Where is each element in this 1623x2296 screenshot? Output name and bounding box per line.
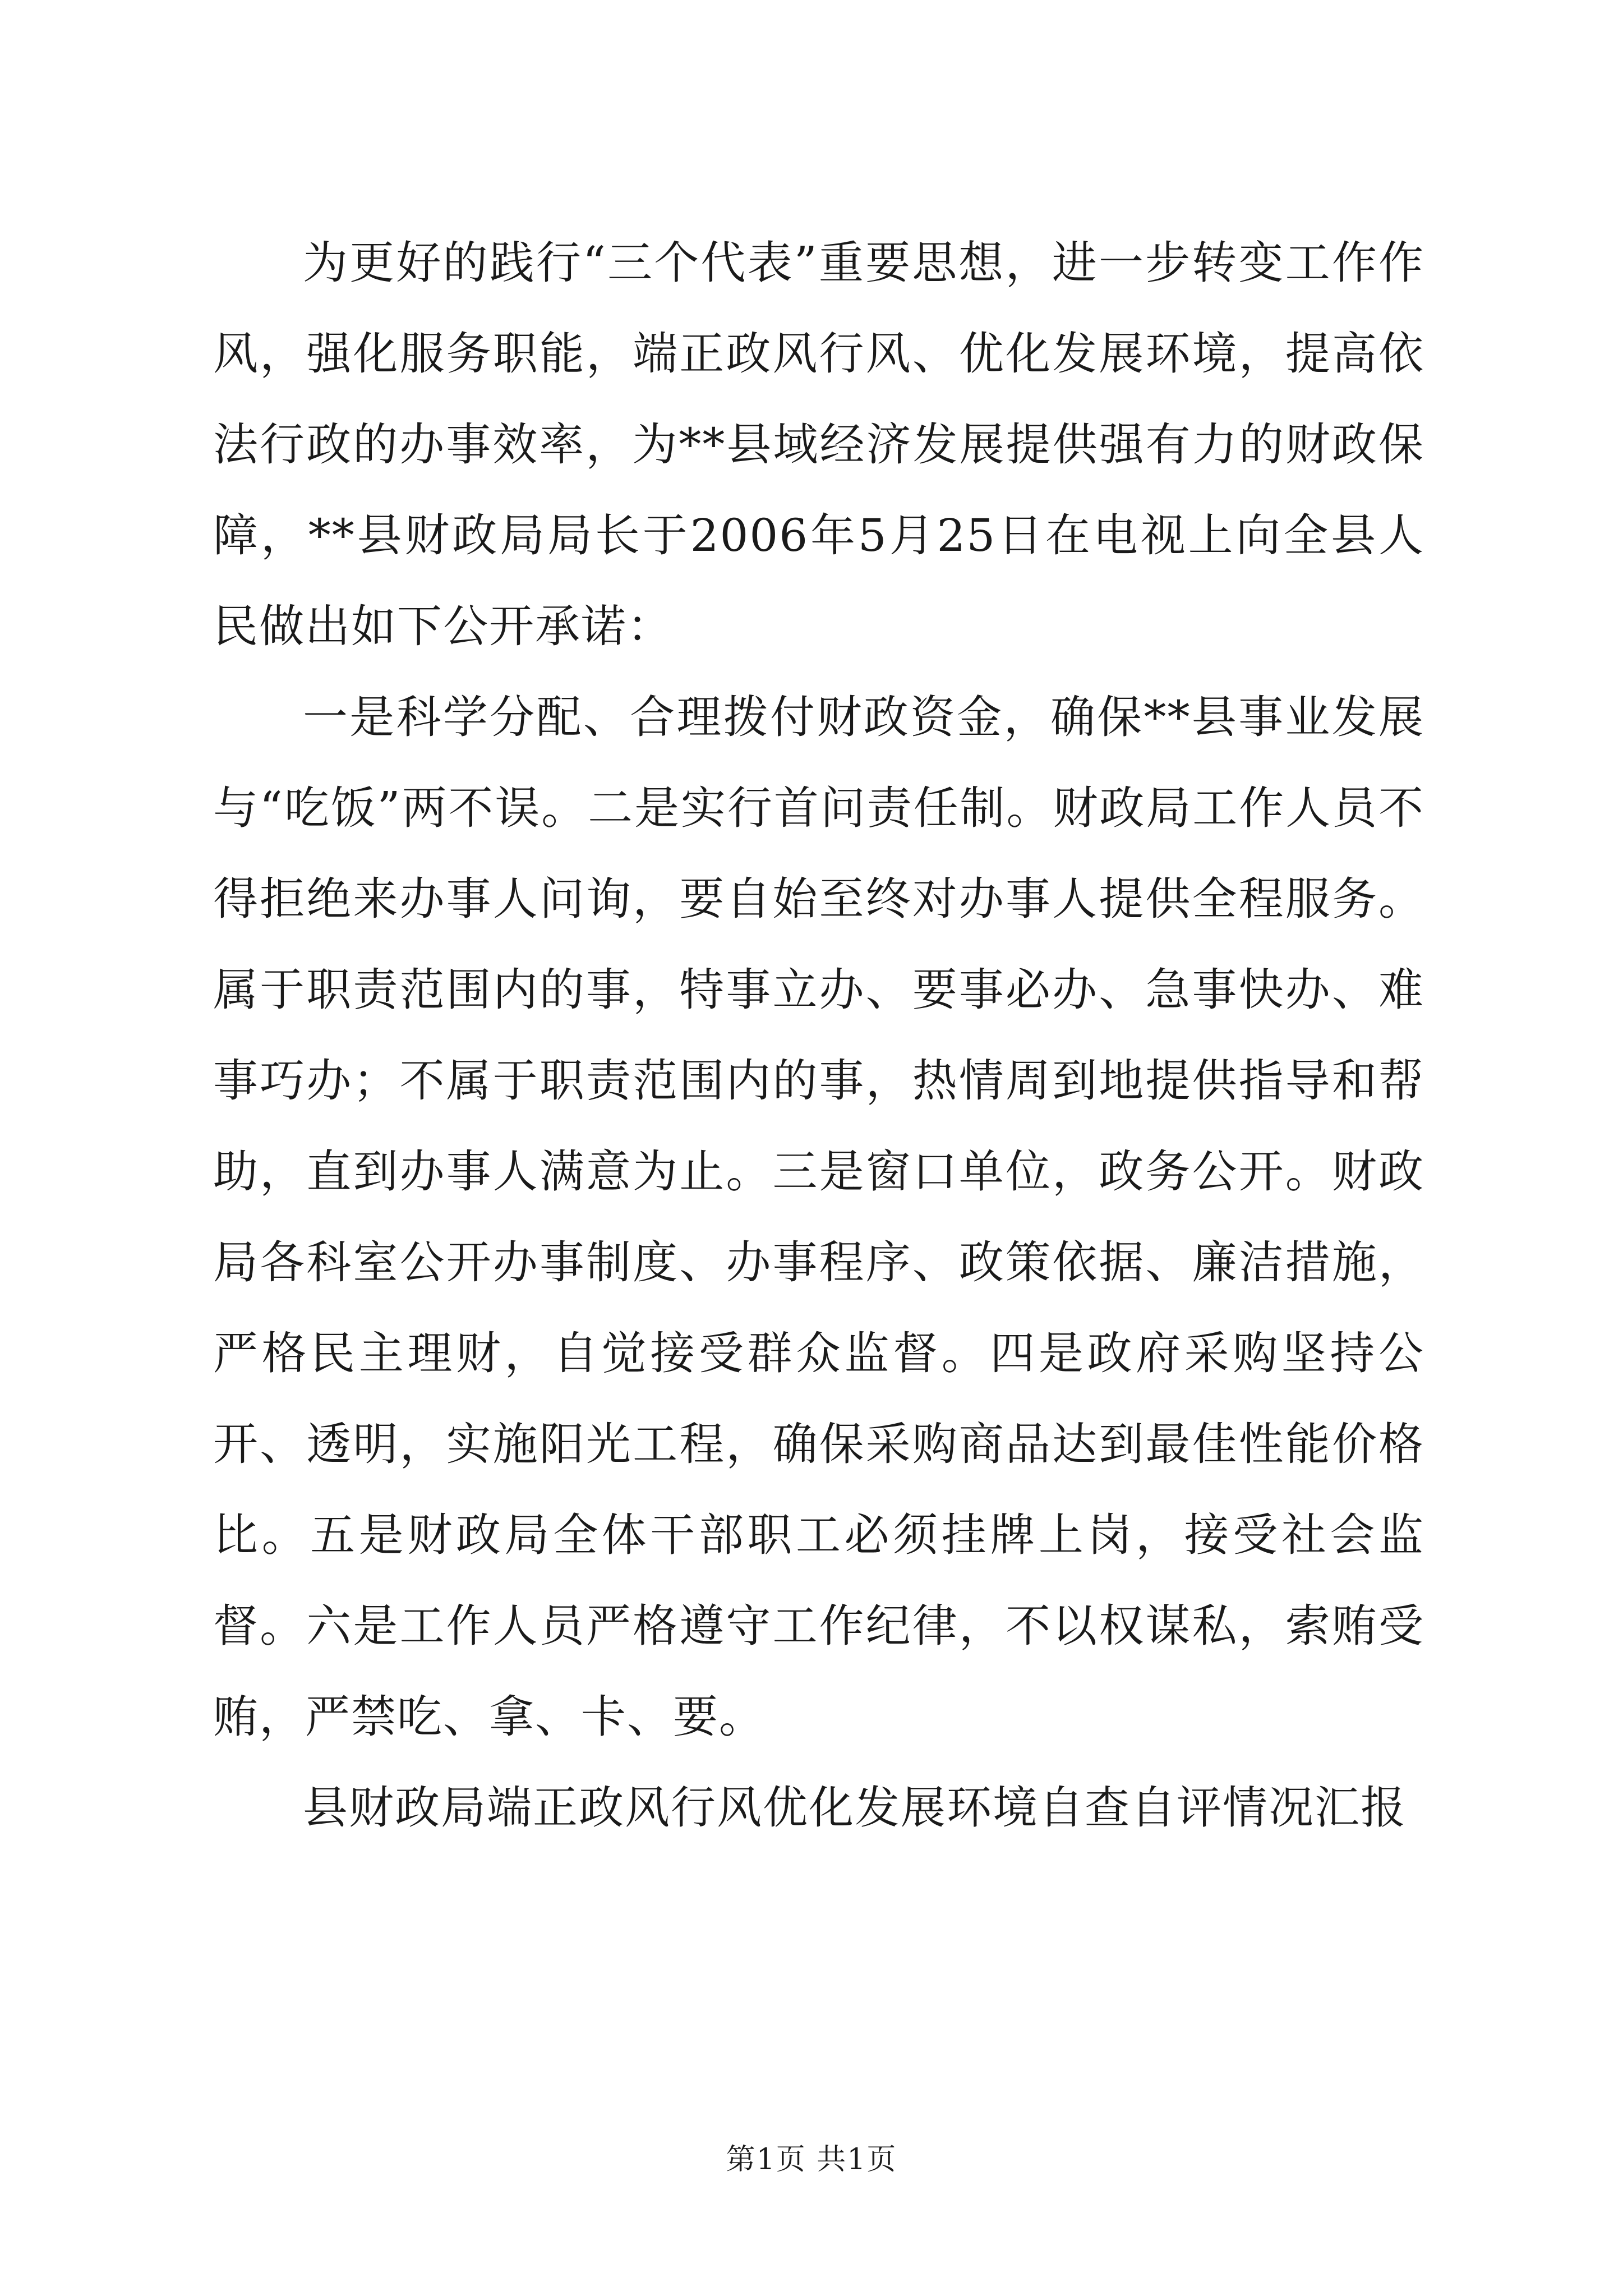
paragraph-intro: 为更好的践行“三个代表”重要思想，进一步转变工作作风，强化服务职能，端正政风行风、优化发展环境，提高依法行政的办事效率，为**县域经济发展提供强有力的财政保障，**县财政局局长于2006年5月25日在电视上向全县人民做出如下公开承诺：: [213, 237, 1424, 652]
document-body: [213, 218, 1424, 1853]
paragraph-commitments: 一是科学分配、合理拨付财政资金，确保**县事业发展与“吃饭”两不误。二是实行首问责任制。财政局工作人员不得拒绝来办事人问询，要自始至终对办事人提供全程服务。属于职责范围内的事，特事立办、要事必办、急事快办、难事巧办；不属于职责范围内的事，热情周到地提供指导和帮助，直到办事人满意为止。三是窗口单位，政务公开。财政局各科室公开办事制度、办事程序、政策依据、廉洁措施，严格民主理财，自觉接受群众监督。四是政府采购坚持公开、透明，实施阳光工程，确保采购商品达到最佳性能价格比。五是财政局全体干部职工必须挂牌上岗，接受社会监督。六是工作人员严格遵守工作纪律，不以权谋私，索贿受贿，严禁吃、拿、卡、要。: [213, 691, 1424, 1743]
page-number-footer: 第1页 共1页: [726, 2143, 897, 2177]
paragraph-report-title: 县财政局端正政风行风优化发展环境自查自评情况汇报: [303, 1782, 1407, 1834]
